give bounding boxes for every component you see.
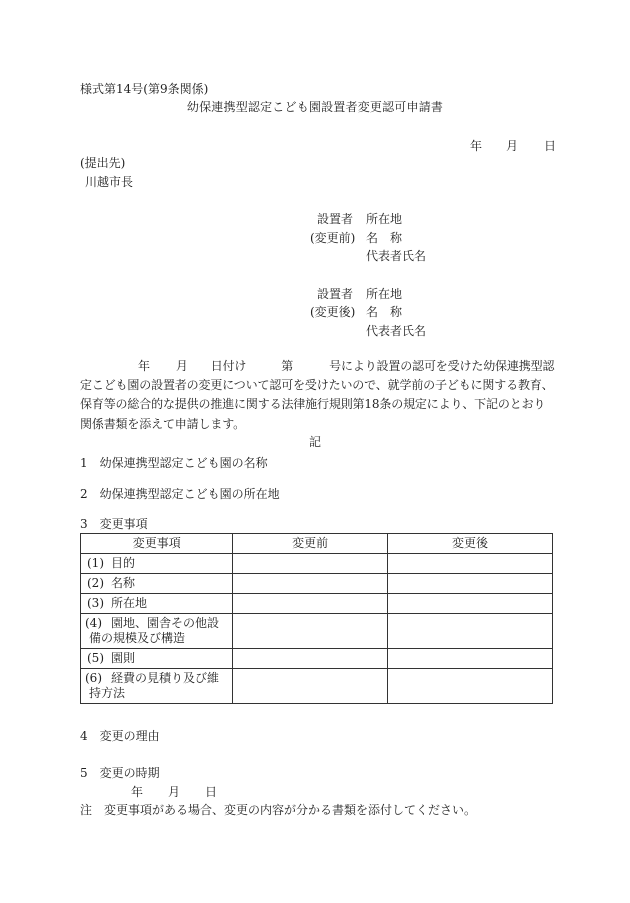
applicant-after-address-label: 所在地: [366, 287, 403, 301]
before-cell[interactable]: [233, 594, 388, 614]
applicant-before-address-label: 所在地: [366, 212, 403, 226]
row-number: (2): [87, 576, 104, 590]
item-3-change-items: 3 変更事項: [80, 517, 148, 531]
item-5-timing: 5 変更の時期: [80, 766, 160, 780]
table-row: [81, 574, 553, 594]
body-text: 号により設置の認可を受けた幼保連携型認定こども園の設置者の変更について認可を受けたいので、就学前の子どもに関する教育、保育等の総合的な提供の推進に関する法律施行規則第18条の規定により、下記のとおり関係書類を添えて申請します。: [80, 359, 555, 431]
row-label: 園則: [111, 651, 136, 665]
table-row: [81, 554, 553, 574]
change-items-table: [80, 533, 553, 704]
applicant-after-status: (変更後): [310, 305, 356, 319]
applicant-before-rep-label: 代表者氏名: [366, 249, 427, 263]
table-row: [81, 594, 553, 614]
row-label: 園地、園舎その他設備の規模及び構造: [89, 616, 220, 645]
header-before: 変更前: [233, 534, 388, 554]
row-label-cell: [81, 669, 233, 704]
item-1-facility-name: 1 幼保連携型認定こども園の名称: [80, 456, 268, 470]
row-label-cell: [81, 574, 233, 594]
change-date-line: [131, 785, 217, 799]
table-row: [81, 614, 553, 649]
date-year: 年: [470, 139, 483, 153]
row-number: (6): [85, 671, 102, 685]
header-change-item: 変更事項: [81, 534, 233, 554]
body-dai: 第: [281, 359, 294, 373]
recipient-name: 川越市長: [85, 175, 134, 189]
row-number: (3): [87, 596, 104, 610]
applicant-after-rep-label: 代表者氏名: [366, 324, 427, 338]
change-date-month: 月: [168, 785, 181, 799]
row-number: (1): [87, 556, 104, 570]
before-cell[interactable]: [233, 649, 388, 669]
row-label: 経費の見積り及び維持方法: [89, 671, 220, 700]
row-label: 名称: [111, 576, 136, 590]
before-cell[interactable]: [233, 614, 388, 649]
body-paragraph: [80, 357, 556, 434]
row-number: (5): [87, 651, 104, 665]
row-label: 所在地: [111, 596, 148, 610]
body-month: 月: [175, 359, 188, 373]
recipient-label: (提出先): [80, 156, 126, 170]
after-cell[interactable]: [387, 669, 552, 704]
body-year: 年: [138, 359, 150, 373]
row-label-cell: [81, 554, 233, 574]
ki-heading: 記: [308, 435, 321, 449]
after-cell[interactable]: [387, 594, 552, 614]
table-header-row: [81, 534, 553, 554]
form-number: 様式第14号(第9条関係): [80, 82, 209, 96]
applicant-before-name-label: 名 称: [366, 231, 403, 245]
row-label: 目的: [111, 556, 136, 570]
applicant-before-role: 設置者: [317, 212, 354, 226]
table-row: [81, 669, 553, 704]
before-cell[interactable]: [233, 574, 388, 594]
applicant-after-role: 設置者: [317, 287, 354, 301]
table-row: [81, 649, 553, 669]
after-cell[interactable]: [387, 554, 552, 574]
row-label-cell: [81, 594, 233, 614]
row-number: (4): [85, 616, 102, 630]
change-date-day: 日: [205, 785, 218, 799]
applicant-before-status: (変更前): [310, 231, 356, 245]
after-cell[interactable]: [387, 574, 552, 594]
attachment-note: 注 変更事項がある場合、変更の内容が分かる書類を添付してください。: [80, 803, 477, 817]
before-cell[interactable]: [233, 554, 388, 574]
item-2-facility-address: 2 幼保連携型認定こども園の所在地: [80, 487, 280, 501]
row-label-cell: [81, 649, 233, 669]
after-cell[interactable]: [387, 614, 552, 649]
date-day: 日: [544, 139, 557, 153]
applicant-after-name-label: 名 称: [366, 305, 403, 319]
change-date-year: 年: [131, 785, 144, 799]
after-cell[interactable]: [387, 649, 552, 669]
body-dated: 日付け: [210, 359, 247, 373]
date-month: 月: [506, 139, 519, 153]
row-label-cell: [81, 614, 233, 649]
before-cell[interactable]: [233, 669, 388, 704]
header-after: 変更後: [387, 534, 552, 554]
item-4-reason: 4 変更の理由: [80, 729, 160, 743]
date-line: [470, 139, 556, 153]
form-title: 幼保連携型認定こども園設置者変更認可申請書: [186, 100, 444, 114]
